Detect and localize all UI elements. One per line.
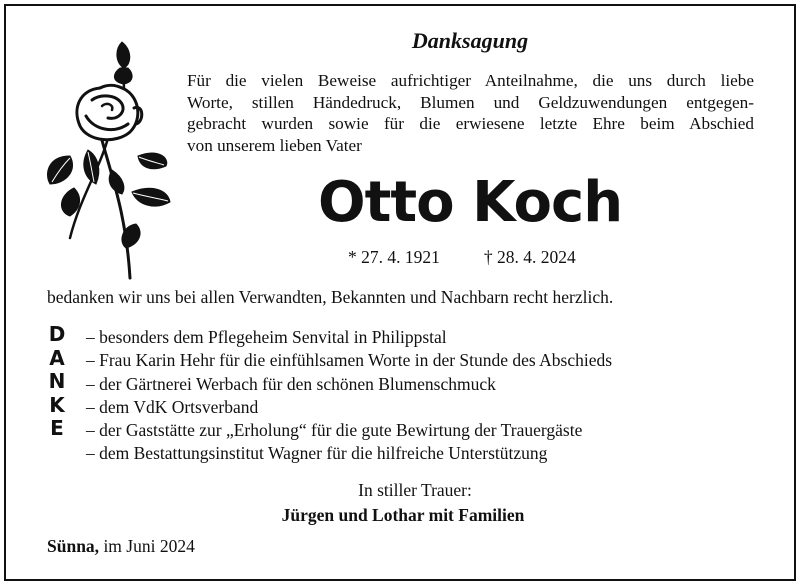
birth-date: * 27. 4. 1921 xyxy=(348,247,440,267)
intro-line: Worte, stillen Händedruck, Blumen und Geldzuwendungen entgegen- xyxy=(187,92,754,112)
list-item: – der Gärtnerei Werbach für den schönen Blumenschmuck xyxy=(86,373,496,394)
place-name: Sünna, xyxy=(47,536,100,556)
notice-heading: Danksagung xyxy=(411,28,529,53)
list-item: – dem VdK Ortsverband xyxy=(86,396,259,417)
thanks-list xyxy=(86,326,612,466)
general-thanks: bedanken wir uns bei allen Verwandten, Bekannten und Nachbarn recht herzlich. xyxy=(47,287,614,307)
danke-letter: K xyxy=(49,392,65,417)
intro-line: Für die vielen Beweise aufrichtiger Anteilnahme, die uns durch liebe xyxy=(187,71,754,90)
deceased-name: Otto Koch xyxy=(318,170,623,235)
danke-letter: A xyxy=(49,345,65,370)
list-item: – der Gaststätte zur „Erholung“ für die gute Bewirtung der Trauergäste xyxy=(86,420,583,441)
danke-vertical-word xyxy=(44,323,70,441)
intro-line: von unserem lieben Vater xyxy=(187,135,362,155)
notice-date: im Juni 2024 xyxy=(103,536,195,556)
intro-paragraph xyxy=(187,70,754,156)
mourning-line: In stiller Trauer: xyxy=(358,480,472,500)
danke-letter: D xyxy=(48,322,66,346)
intro-line: gebracht wurden sowie für die erwiesene letzte Ehre beim Abschied xyxy=(187,114,754,133)
danke-letter: N xyxy=(48,369,66,393)
danke-letter: E xyxy=(50,416,64,440)
place-date xyxy=(47,536,195,557)
list-item: – dem Bestattungsinstitut Wagner für die hilfreiche Unterstützung xyxy=(86,443,548,464)
rose-illustration-icon xyxy=(40,38,175,283)
death-date: † 28. 4. 2024 xyxy=(483,247,576,267)
list-item: – besonders dem Pflegeheim Senvital in Philippstal xyxy=(86,327,447,347)
list-item: – Frau Karin Hehr für die einfühlsamen Worte in der Stunde des Abschieds xyxy=(86,350,613,371)
life-dates xyxy=(348,247,576,268)
family-signature: Jürgen und Lothar mit Familien xyxy=(281,505,525,525)
